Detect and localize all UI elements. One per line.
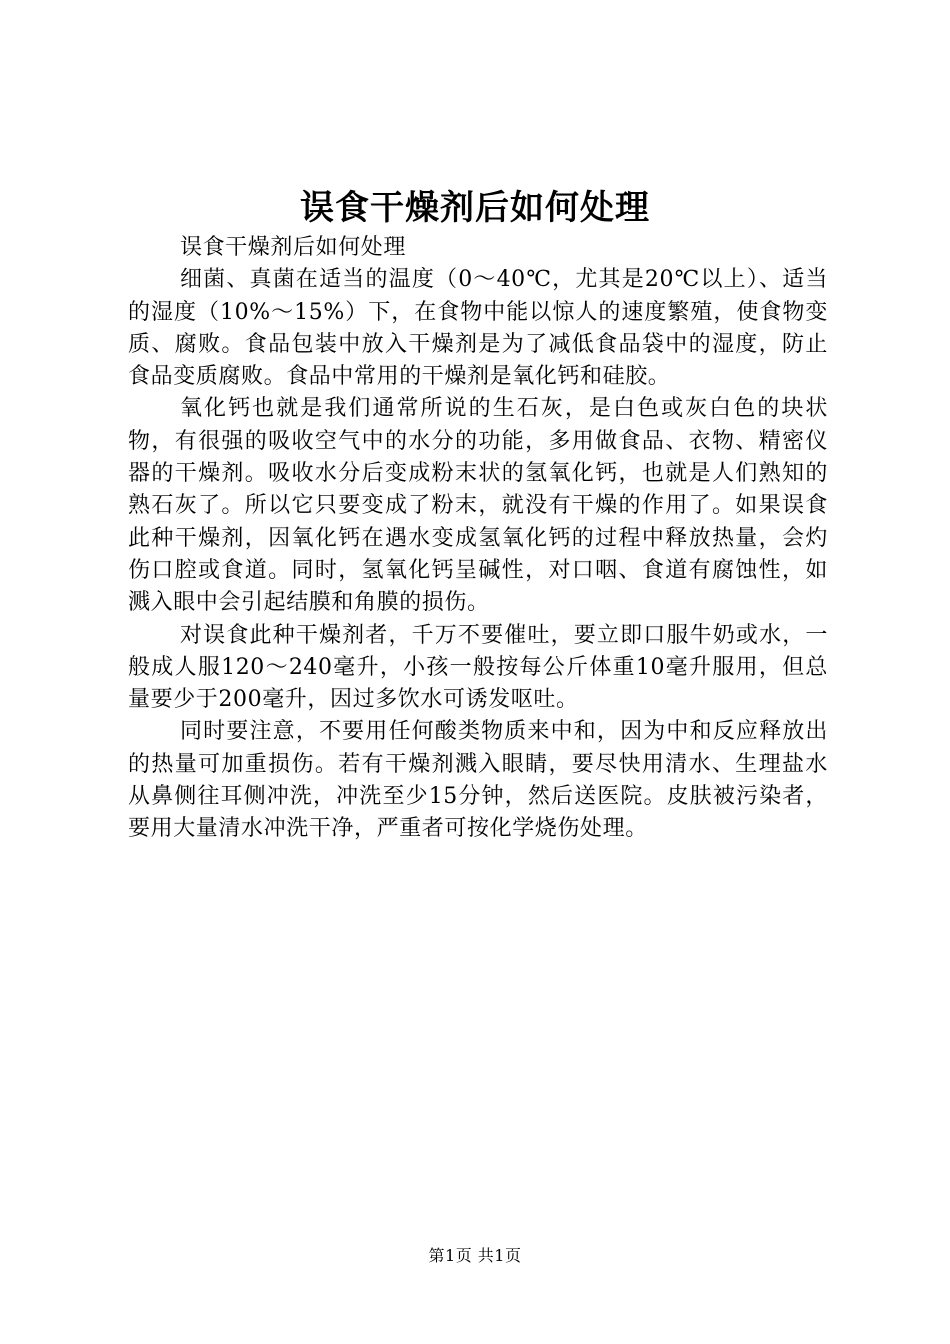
paragraph-subtitle: 误食干燥剂后如何处理 xyxy=(180,235,407,260)
page-footer: 第1页 共1页 xyxy=(428,1246,522,1265)
paragraph-first-aid: 对误食此种干燥剂者，千万不要催吐，要立即口服牛奶或水，一般成人服120～240毫升，小孩一般按每公斤体重10毫升服用，但总量要少于200毫升，因过多饮水可诱发呕吐。 xyxy=(128,622,828,713)
document-body xyxy=(128,232,828,846)
paragraph-bacteria-humidity: 细菌、真菌在适当的温度（0～40℃，尤其是20℃以上）、适当的湿度（10%～15%）下，在食物中能以惊人的速度繁殖，使食物变质、腐败。食品包装中放入干燥剂是为了减低食品袋中的湿度，防止食品变质腐败。食品中常用的干燥剂是氧化钙和硅胶。 xyxy=(128,267,828,390)
paragraph-precautions: 同时要注意，不要用任何酸类物质来中和，因为中和反应释放出的热量可加重损伤。若有干燥剂溅入眼睛，要尽快用清水、生理盐水从鼻侧往耳侧冲洗，冲洗至少15分钟，然后送医院。皮肤被污染者，要用大量清水冲洗干净，严重者可按化学烧伤处理。 xyxy=(128,719,828,842)
document-title: 误食干燥剂后如何处理 xyxy=(300,188,650,228)
paragraph-calcium-oxide: 氧化钙也就是我们通常所说的生石灰，是白色或灰白色的块状物，有很强的吸收空气中的水分的功能，多用做食品、衣物、精密仪器的干燥剂。吸收水分后变成粉末状的氢氧化钙，也就是人们熟知的熟石灰了。所以它只要变成了粉末，就没有干燥的作用了。如果误食此种干燥剂，因氧化钙在遇水变成氢氧化钙的过程中释放热量，会灼伤口腔或食道。同时，氢氧化钙呈碱性，对口咽、食道有腐蚀性，如溅入眼中会引起结膜和角膜的损伤。 xyxy=(128,396,828,616)
